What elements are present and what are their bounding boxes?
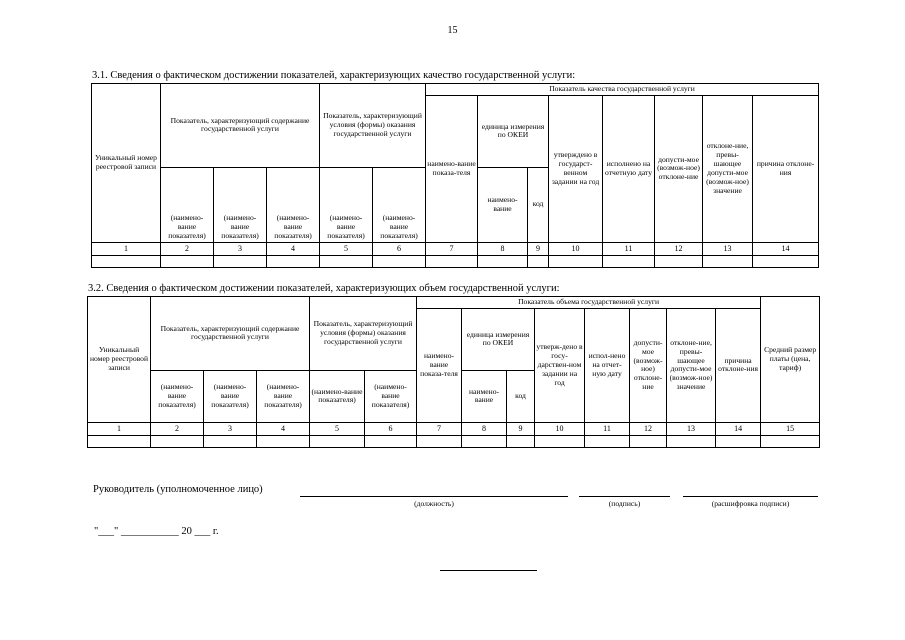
col-unique-record: Уникальный номер реестровой записи bbox=[92, 84, 161, 243]
col-exceeding-deviation: отклоне-ние, превы-шающее допусти-мое (возмож-ное) значение bbox=[667, 308, 716, 422]
column-number: 12 bbox=[630, 422, 667, 435]
sub-indicator-name: (наимено-вание показателя) bbox=[257, 370, 310, 422]
column-number: 14 bbox=[753, 242, 819, 255]
column-number: 10 bbox=[549, 242, 603, 255]
column-number: 6 bbox=[373, 242, 426, 255]
column-number: 11 bbox=[585, 422, 630, 435]
col-conditions-indicator: Показатель, характеризующий условия (формы) оказания государственной услуги bbox=[320, 84, 426, 168]
section-3-1-title: 3.1. Сведения о фактическом достижении показателей, характеризующих качество государственной услуги: bbox=[92, 70, 576, 81]
col-unit-okei: единица измерения по ОКЕИ bbox=[462, 308, 535, 370]
sub-indicator-name: (наимено-вание показателя) bbox=[267, 167, 320, 242]
position-line bbox=[300, 496, 568, 497]
col-fulfilled: исполнено на отчетную дату bbox=[603, 95, 655, 242]
col-content-indicator: Показатель, характеризующий содержание государственной услуги bbox=[161, 84, 320, 168]
column-number: 2 bbox=[161, 242, 214, 255]
table-row bbox=[92, 255, 819, 267]
column-number: 3 bbox=[214, 242, 267, 255]
column-number: 11 bbox=[603, 242, 655, 255]
column-number: 7 bbox=[426, 242, 478, 255]
column-number: 3 bbox=[204, 422, 257, 435]
col-quality-indicator-group: Показатель качества государственной услуги bbox=[426, 84, 819, 96]
column-number: 14 bbox=[716, 422, 761, 435]
col-deviation-reason: причина отклоне-ния bbox=[716, 308, 761, 422]
col-allowed-deviation: допусти-мое (возмож-ное) отклоне-ние bbox=[655, 95, 703, 242]
col-volume-indicator-group: Показатель объема государственной услуги bbox=[417, 297, 761, 309]
col-approved: утверждено в государст-венном задании на год bbox=[549, 95, 603, 242]
col-unit-code: код bbox=[507, 370, 535, 422]
sub-indicator-name: (наимено-вание показателя) bbox=[365, 370, 417, 422]
volume-indicators-table bbox=[87, 296, 820, 448]
col-conditions-indicator: Показатель, характеризующий условия (формы) оказания государственной услуги bbox=[310, 297, 417, 371]
column-number: 5 bbox=[320, 242, 373, 255]
column-number: 8 bbox=[478, 242, 528, 255]
col-unit-name: наимено-вание bbox=[462, 370, 507, 422]
column-number: 9 bbox=[507, 422, 535, 435]
column-number: 13 bbox=[703, 242, 753, 255]
sub-indicator-name: (наимено-вание показателя) bbox=[204, 370, 257, 422]
column-number: 7 bbox=[417, 422, 462, 435]
column-number: 1 bbox=[88, 422, 151, 435]
signature-caption: (подпись) bbox=[608, 499, 641, 508]
column-number: 12 bbox=[655, 242, 703, 255]
col-fulfilled: испол-нено на отчет-ную дату bbox=[585, 308, 630, 422]
col-unique-record: Уникальный номер реестровой записи bbox=[88, 297, 151, 423]
signature-label: Руководитель (уполномоченное лицо) bbox=[93, 484, 263, 495]
column-number: 9 bbox=[528, 242, 549, 255]
col-average-price: Средний размер платы (цена, тариф) bbox=[761, 297, 820, 423]
sub-indicator-name: (наимено-вание показателя) bbox=[320, 167, 373, 242]
col-deviation-reason: причина отклоне-ния bbox=[753, 95, 819, 242]
column-number: 2 bbox=[151, 422, 204, 435]
decoding-line bbox=[683, 496, 818, 497]
col-allowed-deviation: допусти-мое (возмож-ное) отклоне-ние bbox=[630, 308, 667, 422]
sub-indicator-name: (наимено-вание показателя) bbox=[373, 167, 426, 242]
footer-rule bbox=[440, 570, 537, 571]
section-3-2-title: 3.2. Сведения о фактическом достижении показателей, характеризующих объем государственной услуги: bbox=[88, 283, 560, 294]
col-content-indicator: Показатель, характеризующий содержание государственной услуги bbox=[151, 297, 310, 371]
column-number: 8 bbox=[462, 422, 507, 435]
column-number: 5 bbox=[310, 422, 365, 435]
quality-indicators-table bbox=[91, 83, 819, 268]
column-number: 13 bbox=[667, 422, 716, 435]
column-number: 4 bbox=[257, 422, 310, 435]
col-indicator-name: наимено-вание показа-теля bbox=[417, 308, 462, 422]
col-unit-code: код bbox=[528, 167, 549, 242]
sub-indicator-name: (наимено-вание показателя) bbox=[151, 370, 204, 422]
date-line: "___" ___________ 20 ___ г. bbox=[94, 526, 219, 537]
sub-indicator-name: (наимено-вание показателя) bbox=[214, 167, 267, 242]
column-number: 4 bbox=[267, 242, 320, 255]
column-number: 15 bbox=[761, 422, 820, 435]
column-number: 6 bbox=[365, 422, 417, 435]
signature-line bbox=[579, 496, 670, 497]
col-approved: утверж-дено в госу-дарствен-ном задании на год bbox=[535, 308, 585, 422]
position-caption: (должность) bbox=[414, 499, 454, 508]
sub-indicator-name: (наимено-вание показателя) bbox=[310, 370, 365, 422]
col-unit-name: наимено-вание bbox=[478, 167, 528, 242]
page-number: 15 bbox=[447, 25, 458, 36]
col-indicator-name: наимено-вание показа-теля bbox=[426, 95, 478, 242]
column-number: 1 bbox=[92, 242, 161, 255]
col-exceeding-deviation: отклоне-ние, превы-шающее допусти-мое (возмож-ное) значение bbox=[703, 95, 753, 242]
col-unit-okei: единица измерения по ОКЕИ bbox=[478, 95, 549, 167]
column-number: 10 bbox=[535, 422, 585, 435]
sub-indicator-name: (наимено-вание показателя) bbox=[161, 167, 214, 242]
table-row bbox=[88, 435, 820, 447]
decoding-caption: (расшифровка подписи) bbox=[711, 499, 790, 508]
